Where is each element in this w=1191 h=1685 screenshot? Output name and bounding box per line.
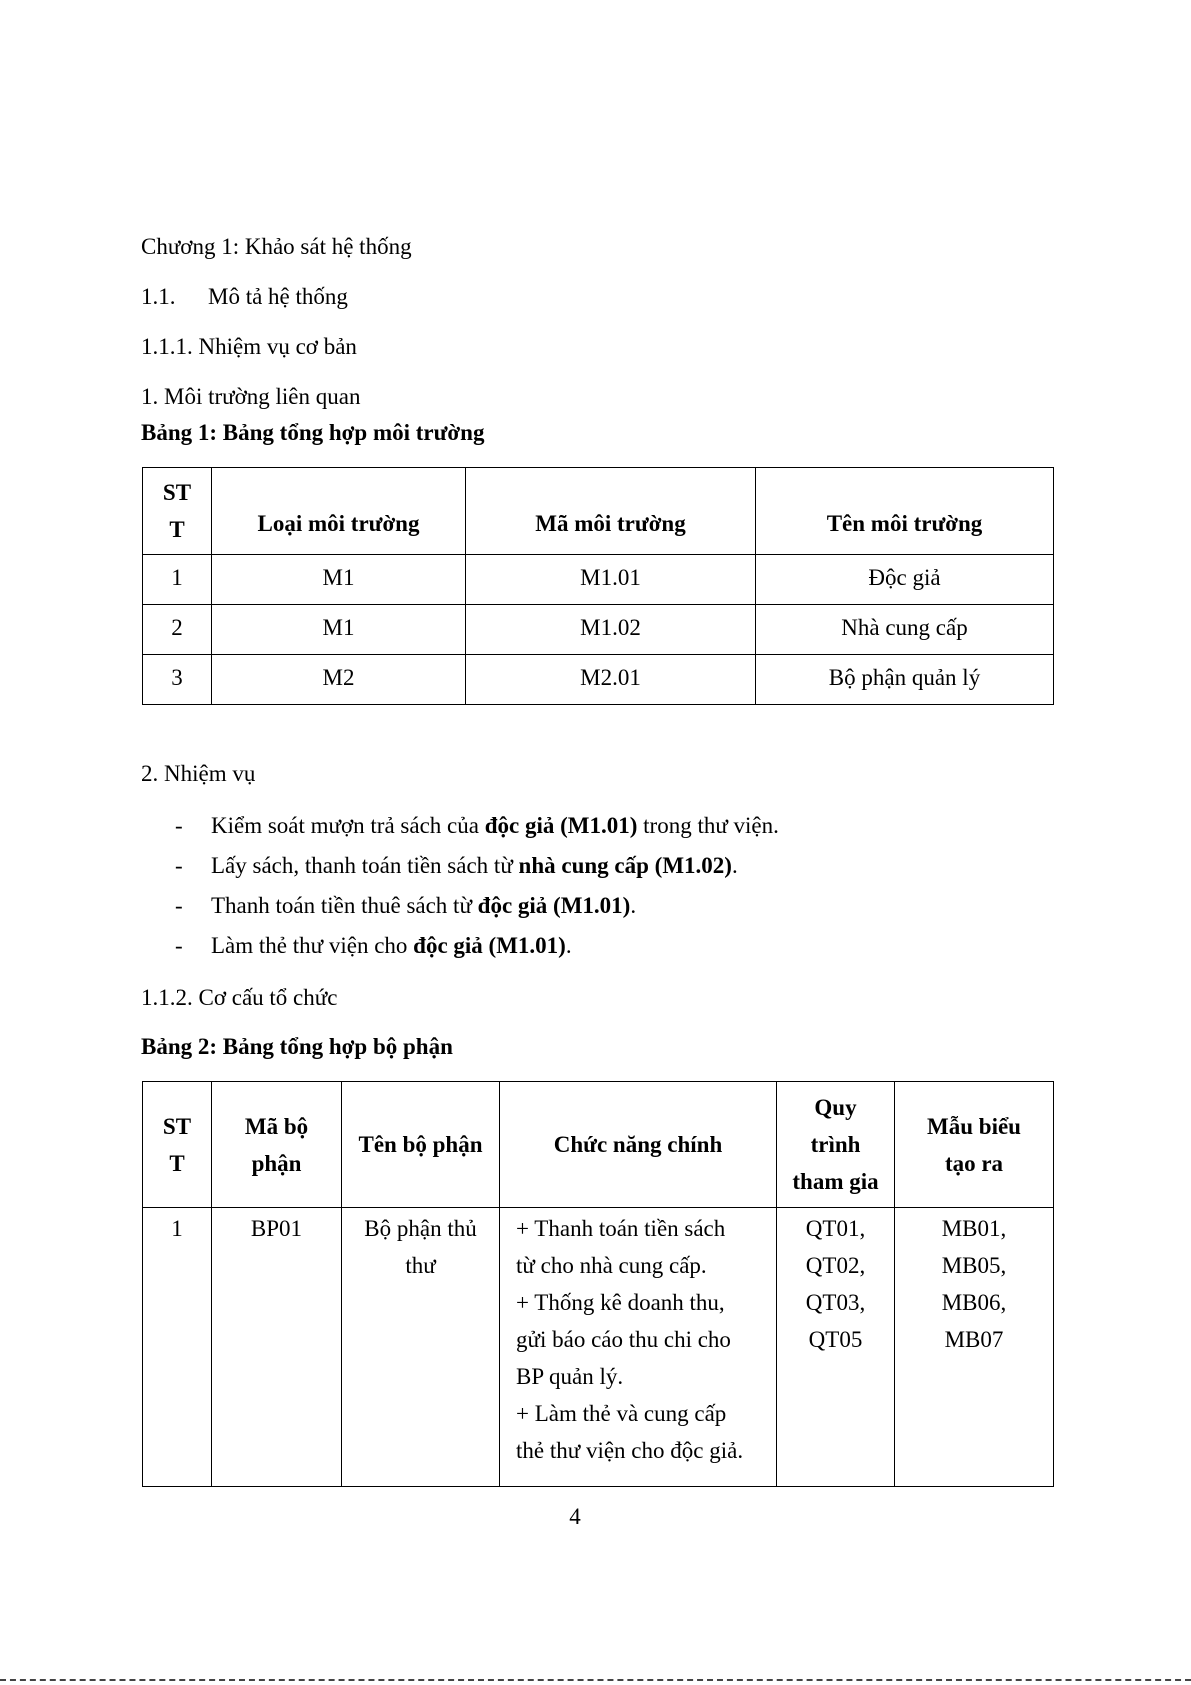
cell-stt: 1: [143, 1208, 212, 1487]
cell-name: Nhà cung cấp: [756, 605, 1054, 655]
section-title: Mô tả hệ thống: [208, 284, 348, 309]
header-forms: Mẫu biểu tạo ra: [895, 1082, 1054, 1208]
header-stt: ST T: [143, 1082, 212, 1208]
cell-forms: MB01, MB05, MB06, MB07: [895, 1208, 1054, 1487]
cell-stt: 1: [143, 555, 212, 605]
header-code: Mã môi trường: [466, 468, 756, 555]
task-text: Làm thẻ thư viện cho độc giả (M1.01).: [211, 933, 572, 958]
cell-code: M1.02: [466, 605, 756, 655]
bullet-dash: -: [175, 853, 183, 878]
header-process: Quy trình tham gia: [777, 1082, 895, 1208]
bullet-dash: -: [175, 813, 183, 838]
cell-type: M2: [212, 655, 466, 705]
section-heading-1-1: [141, 283, 348, 311]
table-header-row: [143, 468, 1054, 555]
table1-caption: Bảng 1: Bảng tổng hợp môi trường: [141, 420, 485, 445]
header-stt: ST T: [143, 468, 212, 555]
env-heading: 1. Môi trường liên quan: [141, 384, 361, 409]
tasks-heading: 2. Nhiệm vụ: [141, 761, 256, 786]
section-number: 1.1.: [141, 284, 176, 309]
cell-code: BP01: [212, 1208, 342, 1487]
table-row: [143, 655, 1054, 705]
cell-stt: 3: [143, 655, 212, 705]
table-row: [143, 1208, 1054, 1487]
header-function: Chức năng chính: [500, 1082, 777, 1208]
cell-process: QT01, QT02, QT03, QT05: [777, 1208, 895, 1487]
cell-name: Bộ phận thủ thư: [342, 1208, 500, 1487]
header-type: Loại môi trường: [212, 468, 466, 555]
task-text: Kiểm soát mượn trả sách của độc giả (M1.01) trong thư viện.: [211, 813, 779, 838]
section-heading-1-1-2: 1.1.2. Cơ cấu tổ chức: [141, 985, 338, 1010]
cell-stt: 2: [143, 605, 212, 655]
page-number: 4: [569, 1504, 581, 1529]
table-header-row: [143, 1082, 1054, 1208]
table-row: [143, 605, 1054, 655]
header-name: Tên bộ phận: [342, 1082, 500, 1208]
section-heading-1-1-1: 1.1.1. Nhiệm vụ cơ bản: [141, 334, 357, 359]
environment-table: [142, 467, 1054, 705]
cell-function: + Thanh toán tiền sách từ cho nhà cung cấp. + Thống kê doanh thu, gửi báo cáo thu chi cho BP quản lý. + Làm thẻ và cung cấp thẻ thư viện cho độc giả.: [500, 1208, 777, 1487]
cell-type: M1: [212, 605, 466, 655]
cell-type: M1: [212, 555, 466, 605]
cell-code: M1.01: [466, 555, 756, 605]
header-code: Mã bộ phận: [212, 1082, 342, 1208]
page-bottom-divider: [0, 1679, 1191, 1681]
bullet-dash: -: [175, 893, 183, 918]
chapter-title: Chương 1: Khảo sát hệ thống: [141, 234, 412, 259]
department-table: [142, 1081, 1054, 1487]
cell-name: Độc giả: [756, 555, 1054, 605]
task-text: Lấy sách, thanh toán tiền sách từ nhà cung cấp (M1.02).: [211, 853, 738, 878]
table2-caption: Bảng 2: Bảng tổng hợp bộ phận: [141, 1034, 453, 1059]
bullet-dash: -: [175, 933, 183, 958]
task-text: Thanh toán tiền thuê sách từ độc giả (M1.01).: [211, 893, 637, 918]
header-name: Tên môi trường: [756, 468, 1054, 555]
cell-code: M2.01: [466, 655, 756, 705]
table-row: [143, 555, 1054, 605]
cell-name: Bộ phận quản lý: [756, 655, 1054, 705]
